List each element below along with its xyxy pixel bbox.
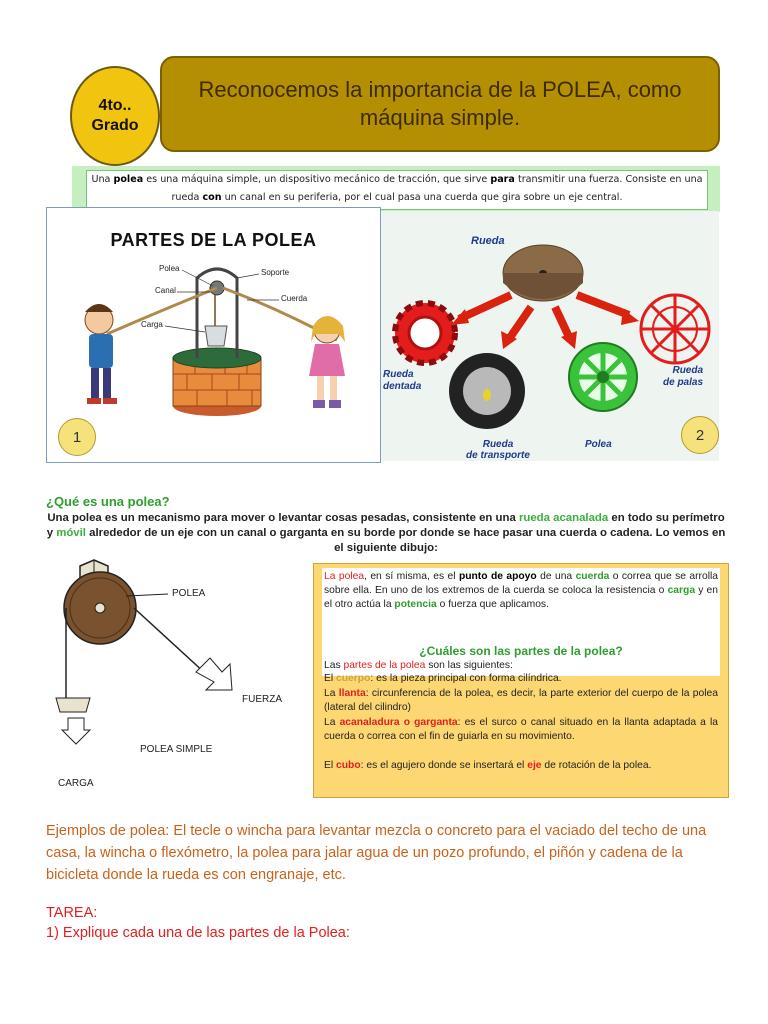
info-cubo <box>324 759 718 773</box>
question-heading: ¿Qué es una polea? <box>46 494 170 509</box>
label-fuerza: FUERZA <box>242 694 282 705</box>
info-acan-a: La <box>324 717 340 728</box>
info-acan-k: acanaladura o garganta <box>339 717 458 728</box>
q-green-2: móvil <box>56 527 86 539</box>
well-illustration <box>47 208 380 462</box>
figure-parts-of-pulley <box>46 207 381 463</box>
info-cuerpo-a: El <box>324 673 337 684</box>
label-rueda: Rueda <box>471 235 505 247</box>
question-paragraph <box>46 511 726 556</box>
info-llanta-k: llanta <box>338 688 366 699</box>
grade-line1: 4to.. <box>98 97 132 114</box>
info-g2: carga <box>667 585 696 596</box>
info-g1: cuerda <box>575 571 610 582</box>
label-rueda-dentada-1: Rueda <box>383 369 414 380</box>
info-llanta <box>324 687 718 715</box>
q-text-1: Una polea es un mecanismo para mover o levantar cosas pesadas, consistente en una <box>47 512 519 524</box>
info-t1: , en sí misma, es el <box>364 571 459 582</box>
label-polea-simple: POLEA SIMPLE <box>140 744 213 755</box>
wheel-types-illustration <box>381 211 719 461</box>
figure-number-2: 2 <box>681 416 719 454</box>
def-text-3: transmitir una fuerza. Consiste en una rueda <box>171 174 703 203</box>
definition-text <box>86 170 708 210</box>
examples-paragraph: Ejemplos de polea: El tecle o wincha para levantar mezcla o concreto para el vaciado del techo de una casa, la wincha o flexómetro, la polea para jalar agua de un pozo profundo, el piñón y cadena de la bicicleta donde la rueda es con engranaje, etc. <box>46 823 707 883</box>
title-banner <box>160 56 720 152</box>
info-llanta-a: La <box>324 688 339 699</box>
info-t5: o fuerza que aplicamos. <box>436 599 549 610</box>
def-text-1: Una <box>91 174 114 185</box>
label-rueda-palas-2: de palas <box>663 377 704 388</box>
info-t2: de una <box>536 571 576 582</box>
q-text-2: en todo su perímetro y <box>46 512 725 539</box>
info-parts-intro <box>324 659 718 673</box>
info-b1: punto de apoyo <box>458 571 537 582</box>
label-rueda-transporte <box>443 439 553 461</box>
label-rueda-dentada-2: dentada <box>383 381 422 392</box>
label-rueda-dentada <box>383 369 421 393</box>
info-cubo-eje: eje <box>527 760 542 771</box>
info-box <box>313 563 729 798</box>
info-cuerpo <box>324 672 718 686</box>
info-t3: o correa que se arrolla sobre ella. En uno de los extremos de la cuerda se coloca la resistencia o <box>324 571 719 596</box>
label-polea-wheel: Polea <box>585 439 612 450</box>
task-heading: TAREA: <box>46 905 98 921</box>
grade-badge <box>70 66 160 166</box>
label-cuerda: Cuerda <box>281 294 308 303</box>
label-rueda-transporte-1: Rueda <box>482 439 514 450</box>
figure-wheel-types <box>381 211 719 461</box>
label-rueda-palas-1: Rueda <box>672 365 704 376</box>
label-soporte: Soporte <box>261 268 290 277</box>
info-llanta-t: : circunferencia de la polea, es decir, la parte exterior del cuerpo de la polea (lateral del cilindro) <box>324 688 718 713</box>
grade-line2: Grado <box>91 117 139 134</box>
info-cuerpo-t: : es la pieza principal con forma cilíndrica. <box>370 673 562 684</box>
def-bold-3: con <box>202 192 222 203</box>
info-subheading: ¿Cuáles son las partes de la polea? <box>419 644 623 658</box>
label-rueda-palas <box>663 365 703 389</box>
q-green-1: rueda acanalada <box>518 512 609 524</box>
info-r1: La polea <box>324 571 365 582</box>
label-polea: Polea <box>159 264 180 273</box>
info-intro <box>324 570 718 612</box>
label-carga-simple: CARGA <box>58 778 94 789</box>
figure-simple-pulley <box>46 556 308 796</box>
page-title: Reconocemos la importancia de la POLEA, como máquina simple. <box>198 77 682 130</box>
def-bold-1: polea <box>113 174 144 185</box>
info-pi-c: son las siguientes: <box>425 660 513 671</box>
info-g3: potencia <box>394 599 437 610</box>
label-canal: Canal <box>155 286 176 295</box>
figure-title: PARTES DE LA POLEA <box>110 230 317 250</box>
info-t4: y en el otro actúa la <box>324 585 718 610</box>
info-cubo-a: El <box>324 760 337 771</box>
label-rueda-transporte-2: de transporte <box>466 450 530 461</box>
task-item-1: 1) Explique cada una de las partes de la Polea: <box>46 925 350 941</box>
info-acanaladura <box>324 716 718 744</box>
label-polea-simple-part: POLEA <box>172 588 206 599</box>
info-cubo-k: cubo <box>336 760 361 771</box>
info-pi-b: partes de la polea <box>343 660 426 671</box>
def-text-4: un canal en su periferia, por el cual pasa una cuerda que gira sobre un eje central. <box>221 192 623 203</box>
label-carga: Carga <box>141 320 163 329</box>
def-bold-2: para <box>490 174 515 185</box>
info-cubo-t: : es el agujero donde se insertará el <box>360 760 528 771</box>
info-cuerpo-k: cuerpo <box>336 673 371 684</box>
figure-number-1: 1 <box>58 418 96 456</box>
info-acan-t: : es el surco o canal situado en la llanta adaptada a la cuerda o correa con el fin de guiarla en su movimiento. <box>324 717 719 742</box>
def-text-2: es una máquina simple, un dispositivo mecánico de tracción, que sirve <box>143 174 491 185</box>
task-section <box>46 903 350 943</box>
info-cubo-t2: de rotación de la polea. <box>541 760 652 771</box>
q-text-3: alrededor de un eje con un canal o garganta en su borde por donde se hace pasar una cuerda o cadena. Lo vemos en el siguiente dibujo: <box>85 527 726 554</box>
info-pi-a: Las <box>324 660 344 671</box>
